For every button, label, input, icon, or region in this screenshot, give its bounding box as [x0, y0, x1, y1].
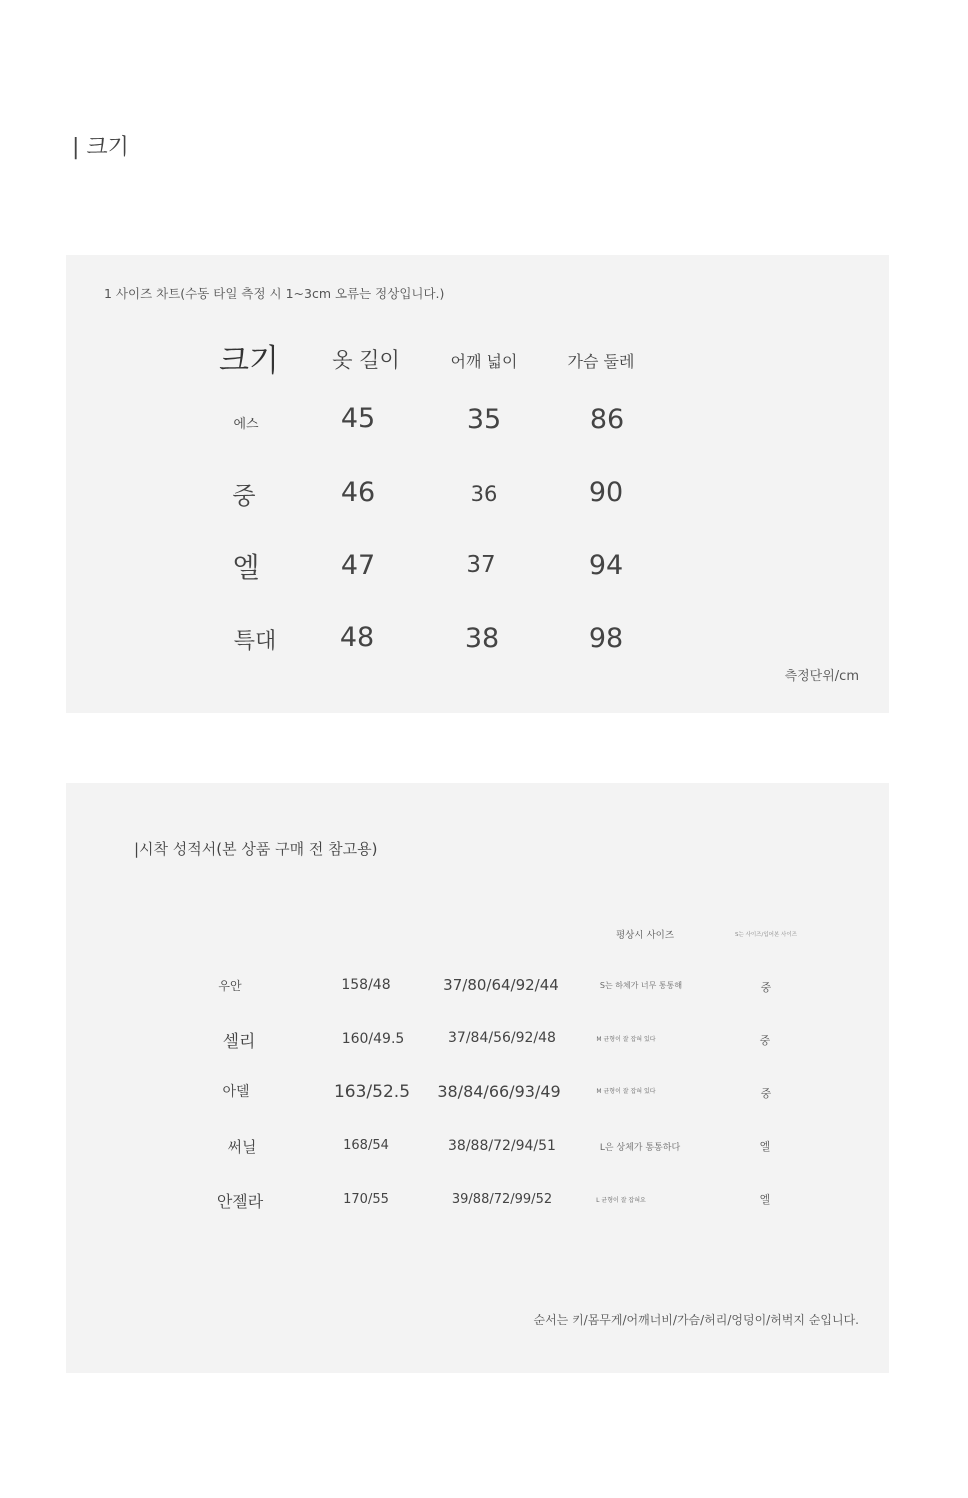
fit-comment: L은 상체가 통통하다	[599, 1143, 681, 1153]
header-tried-size: S는 사이즈/입어본 사이즈	[735, 932, 797, 938]
height-weight: 158/48	[341, 977, 391, 993]
body-measures: 39/88/72/99/52	[451, 1192, 553, 1207]
chest-value: 98	[588, 623, 624, 654]
header-usual-size: 평상시 사이즈	[615, 930, 675, 941]
shoulder-value: 35	[466, 404, 502, 435]
fit-report-footer: 순서는 키/몸무게/어깨너비/가슴/허리/엉덩이/허벅지 순입니다.	[533, 1313, 859, 1327]
length-value: 48	[339, 622, 375, 653]
tried-size: 엘	[759, 1193, 771, 1206]
tester-name: 우안	[218, 979, 242, 993]
tried-size: 중	[760, 1087, 772, 1100]
length-value: 45	[340, 403, 376, 434]
size-chart-note: 1 사이즈 차트(수동 타일 측정 시 1~3cm 오류는 정상입니다.)	[104, 286, 445, 301]
fit-report-title: |시착 성적서(본 상품 구매 전 참고용)	[134, 840, 378, 858]
tried-size: 엘	[759, 1140, 771, 1153]
section-heading: | 크기	[72, 135, 129, 160]
tester-name: 써닐	[227, 1138, 257, 1156]
shoulder-value: 37	[466, 552, 496, 578]
tester-name: 안젤라	[216, 1192, 264, 1211]
header-shoulder: 어깨 넓이	[450, 352, 518, 371]
size-label: 엘	[232, 551, 260, 584]
tester-name: 아델	[222, 1084, 250, 1100]
height-weight: 168/54	[343, 1138, 389, 1153]
length-value: 47	[340, 550, 376, 581]
length-value: 46	[340, 477, 376, 508]
header-size: 크기	[219, 343, 279, 379]
body-measures: 38/84/66/93/49	[437, 1082, 561, 1101]
body-measures: 37/84/56/92/48	[448, 1030, 556, 1046]
fit-comment: S는 하체가 너무 통통해	[599, 981, 683, 990]
height-weight: 170/55	[343, 1192, 389, 1207]
chest-value: 94	[588, 550, 624, 581]
fit-comment: L 균형이 잘 잡혀요	[596, 1197, 646, 1204]
height-weight: 160/49.5	[341, 1031, 405, 1047]
header-length: 옷 길이	[332, 348, 400, 372]
shoulder-value: 36	[470, 482, 498, 506]
tried-size: 중	[759, 1034, 771, 1047]
shoulder-value: 38	[464, 623, 500, 654]
tester-name: 셀리	[222, 1032, 256, 1052]
measure-unit: 측정단위/cm	[784, 669, 859, 684]
fit-comment: M 균형이 잘 잡혀 있다	[596, 1088, 656, 1095]
body-measures: 37/80/64/92/44	[443, 976, 559, 994]
chest-value: 86	[589, 404, 625, 435]
size-chart-panel	[66, 255, 889, 713]
fit-report-panel	[66, 783, 889, 1373]
size-label: 중	[232, 482, 256, 510]
size-label: 에스	[233, 417, 259, 432]
chest-value: 90	[588, 477, 624, 508]
size-label: 특대	[233, 629, 277, 654]
height-weight: 163/52.5	[333, 1082, 411, 1102]
fit-comment: M 균형이 잘 잡혀 있다	[596, 1036, 656, 1043]
body-measures: 38/88/72/94/51	[448, 1138, 556, 1154]
tried-size: 중	[760, 981, 772, 994]
header-chest: 가슴 둘레	[567, 352, 635, 371]
